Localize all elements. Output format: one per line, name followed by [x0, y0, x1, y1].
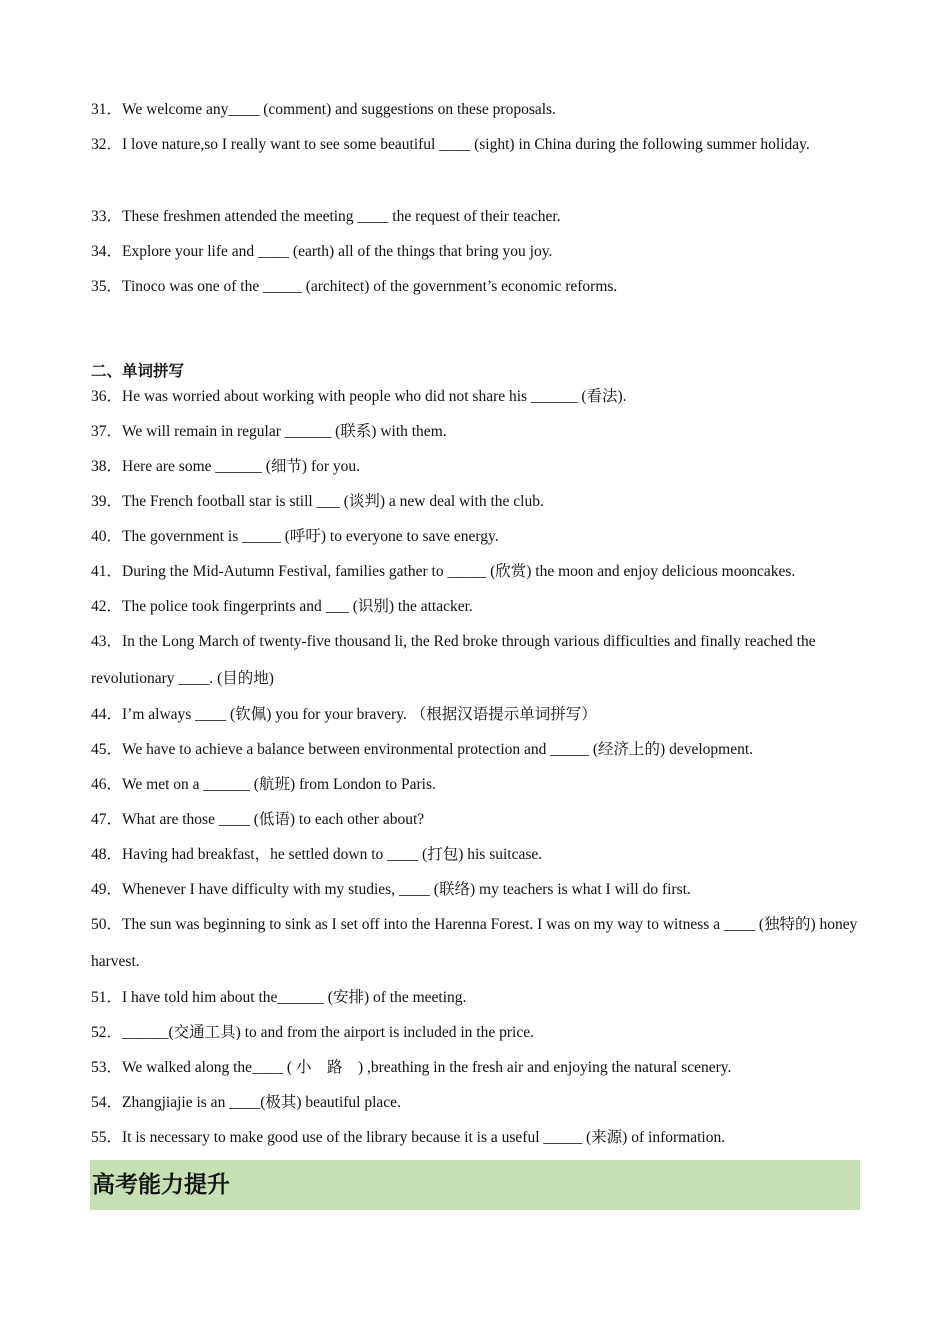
question-text: Tinoco was one of the _____ (architect) of the government’s economic reforms. — [122, 278, 618, 295]
question-text: We welcome any____ (comment) and suggestions on these proposals. — [122, 101, 556, 118]
question-text: I have told him about the______ (安排) of the meeting. — [122, 989, 467, 1006]
question-33 — [91, 198, 861, 235]
question-32 — [91, 126, 861, 163]
question-number: 53． — [91, 1059, 123, 1076]
question-number: 38． — [91, 458, 123, 475]
section-banner — [90, 1160, 860, 1210]
question-47 — [91, 801, 861, 838]
question-text: These freshmen attended the meeting ____ the request of their teacher. — [122, 208, 561, 225]
question-text: Whenever I have difficulty with my studies, ____ (联络) my teachers is what I will do first. — [122, 881, 691, 898]
question-42 — [91, 588, 861, 625]
question-49 — [91, 871, 861, 908]
question-50 — [91, 906, 861, 980]
question-number: 52． — [91, 1024, 123, 1041]
question-number: 31． — [91, 101, 123, 118]
question-35 — [91, 268, 861, 305]
question-number: 51． — [91, 989, 123, 1006]
question-text: We have to achieve a balance between environmental protection and _____ (经济上的) development. — [122, 741, 754, 758]
question-number: 50． — [91, 916, 123, 933]
question-44 — [91, 696, 861, 733]
question-41 — [91, 553, 861, 590]
question-text: ______(交通工具) to and from the airport is included in the price. — [122, 1024, 534, 1041]
question-text: What are those ____ (低语) to each other about? — [122, 811, 425, 828]
question-number: 44． — [91, 706, 123, 723]
question-text: During the Mid-Autumn Festival, families gather to _____ (欣赏) the moon and enjoy delicious mooncakes. — [122, 563, 796, 580]
question-number: 36． — [91, 388, 123, 405]
question-43 — [91, 623, 861, 697]
question-text: The sun was beginning to sink as I set off into the Harenna Forest. I was on my way to witness a ____ (独特的) honey harvest. — [91, 916, 858, 970]
question-number: 47． — [91, 811, 123, 828]
question-52 — [91, 1014, 861, 1051]
question-46 — [91, 766, 861, 803]
question-text: I’m always ____ (钦佩) you for your bravery. （根据汉语提示单词拼写） — [122, 706, 597, 723]
question-45 — [91, 731, 861, 768]
question-number: 45． — [91, 741, 123, 758]
question-51 — [91, 979, 861, 1016]
question-number: 34． — [91, 243, 123, 260]
question-number: 48． — [91, 846, 123, 863]
question-text: I love nature,so I really want to see some beautiful ____ (sight) in China during the following summer holiday. — [122, 136, 810, 153]
question-number: 43． — [91, 633, 123, 650]
question-number: 33． — [91, 208, 123, 225]
question-number: 32． — [91, 136, 123, 153]
question-text: Zhangjiajie is an ____(极其) beautiful place. — [122, 1094, 401, 1111]
question-number: 41． — [91, 563, 123, 580]
question-48 — [91, 836, 861, 873]
question-number: 37． — [91, 423, 123, 440]
question-39 — [91, 483, 861, 520]
question-34 — [91, 233, 861, 270]
question-55 — [91, 1119, 861, 1156]
question-text: We walked along the____ ( 小 路 ) ,breathing in the fresh air and enjoying the natural scenery. — [122, 1059, 732, 1076]
question-text: Having had breakfast，he settled down to ____ (打包) his suitcase. — [122, 846, 543, 863]
question-text: It is necessary to make good use of the library because it is a useful _____ (来源) of information. — [122, 1129, 726, 1146]
question-number: 54． — [91, 1094, 123, 1111]
section-heading: 二、单词拼写 — [91, 363, 185, 380]
question-number: 55． — [91, 1129, 123, 1146]
question-number: 42． — [91, 598, 123, 615]
question-text: The government is _____ (呼吁) to everyone to save energy. — [122, 528, 499, 545]
question-text: The French football star is still ___ (谈判) a new deal with the club. — [122, 493, 544, 510]
question-text: We met on a ______ (航班) from London to Paris. — [122, 776, 436, 793]
question-40 — [91, 518, 861, 555]
banner-title: 高考能力提升 — [92, 1172, 230, 1198]
question-number: 40． — [91, 528, 123, 545]
question-54 — [91, 1084, 861, 1121]
question-number: 49． — [91, 881, 123, 898]
question-text: In the Long March of twenty-five thousand li, the Red broke through various difficulties and finally reached the revolutionary ____. (目的地) — [91, 633, 816, 687]
question-36 — [91, 378, 861, 415]
question-text: The police took fingerprints and ___ (识别) the attacker. — [122, 598, 473, 615]
question-53 — [91, 1049, 861, 1086]
question-number: 39． — [91, 493, 123, 510]
question-31 — [91, 91, 861, 128]
question-38 — [91, 448, 861, 485]
question-number: 35． — [91, 278, 123, 295]
question-number: 46． — [91, 776, 123, 793]
question-text: Explore your life and ____ (earth) all of the things that bring you joy. — [122, 243, 553, 260]
question-text: Here are some ______ (细节) for you. — [122, 458, 361, 475]
question-text: We will remain in regular ______ (联系) with them. — [122, 423, 447, 440]
question-37 — [91, 413, 861, 450]
question-text: He was worried about working with people who did not share his ______ (看法). — [122, 388, 627, 405]
